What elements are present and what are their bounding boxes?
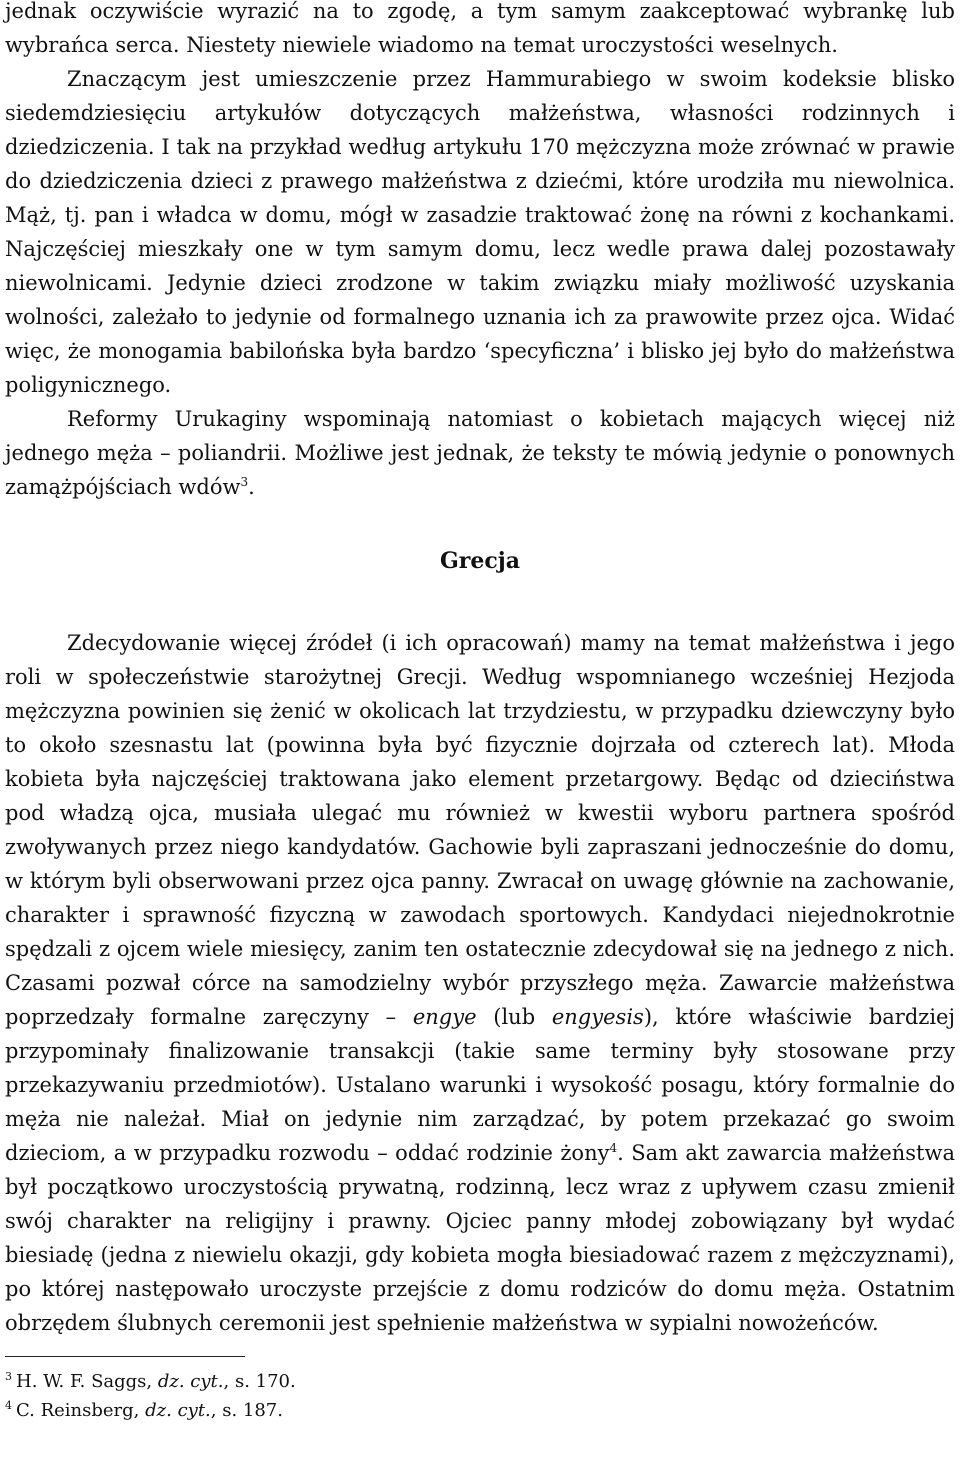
footnote-cite: dz. cyt. xyxy=(157,1371,224,1392)
term-engye: engye xyxy=(412,1005,477,1029)
footnote-number: 3 xyxy=(5,1370,12,1383)
paragraph-continued: jednak oczywiście wyrazić na to zgodę, a tym samym zaakceptować wybrankę lub wybrańca serca. Niestety niewiele wiadomo na temat uroczystości weselnych. xyxy=(5,0,955,57)
greece-text-2: (lub xyxy=(476,1005,552,1029)
footnote-separator xyxy=(5,1356,245,1357)
paragraph-urukagina xyxy=(5,402,955,504)
footnote-author: H. W. F. Saggs, xyxy=(16,1371,158,1392)
footnote-page: , s. 187. xyxy=(210,1400,283,1421)
footnote-page: , s. 170. xyxy=(223,1371,296,1392)
paragraph-urukagina-text: Reformy Urukaginy wspominają natomiast o kobietach mających więcej niż jednego męża – poliandrii. Możliwe jest jednak, że teksty te mówią jedynie o ponownych zamążpójściach wdów xyxy=(5,407,955,499)
term-engyesis: engyesis xyxy=(551,1005,644,1029)
footnote-author: C. Reinsberg, xyxy=(16,1400,146,1421)
greece-text-3: ), które właściwie bardziej przypominały finalizowanie transakcji (takie same terminy były stosowane przy przekazywaniu przedmiotów). Ustalano warunki i wysokość posagu, który formalnie do męża nie należał. Miał on jedynie nim zarządzać, by potem przekazać go swoim dzieciom, a w przypadku rozwodu – oddać rodzinie żony xyxy=(5,1005,955,1165)
footnotes xyxy=(5,1367,955,1425)
body-text-greece xyxy=(5,626,955,1340)
greece-text-1: Zdecydowanie więcej źródeł (i ich opracowań) mamy na temat małżeństwa i jego roli w społeczeństwie starożytnej Grecji. Według wspomnianego wcześniej Hezjoda mężczyzna powinien się żenić w okolicach lat trzydziestu, w przypadku dziewczyny było to około szesnastu lat (powinna była być fizycznie dojrzała od czterech lat). Młoda kobieta była najczęściej traktowana jako element przetargowy. Będąc od dzieciństwa pod władzą ojca, musiała ulegać mu również w kwestii wyboru partnera spośród zwoływanych przez niego kandydatów. Gachowie byli zapraszani jednocześnie do domu, w którym byli obserwowani przez ojca panny. Zwracał on uwagę głównie na zachowanie, charakter i sprawność fizyczną w zawodach sportowych. Kandydaci niejednokrotnie spędzali z ojcem wiele miesięcy, zanim ten ostatecznie zdecydował się na jednego z nich. Czasami pozwał córce na samodzielny wybór przyszłego męża. Zawarcie małżeństwa poprzedzały formalne zaręczyny – xyxy=(5,631,955,1029)
paragraph-urukagina-end: . xyxy=(248,475,255,499)
body-text-top xyxy=(5,0,955,504)
section-heading: Grecja xyxy=(440,548,520,574)
footnote-cite: dz. cyt. xyxy=(145,1400,211,1421)
footnote-ref-4[interactable]: 4 xyxy=(609,1141,618,1155)
paragraph-greece xyxy=(5,626,955,1340)
paragraph-hammurabi: Znaczącym jest umieszczenie przez Hammurabiego w swoim kodeksie blisko siedemdziesięciu artykułów dotyczących małżeństwa, własności rodzinnych i dziedziczenia. I tak na przykład według artykułu 170 mężczyzna może zrównać w prawie do dziedziczenia dzieci z prawego małżeństwa z dziećmi, które urodziła mu niewolnica. Mąż, tj. pan i władca w domu, mógł w zasadzie traktować żonę na równi z kochankami. Najczęściej mieszkały one w tym samym domu, lecz wedle prawa dalej pozostawały niewolnicami. Jedynie dzieci zrodzone w takim związku miały możliwość uzyskania wolności, zależało to jedynie od formalnego uznania ich za prawowite przez ojca. Widać więc, że monogamia babilońska była bardzo ‘specyficzna’ i blisko jej było do małżeństwa poligynicznego. xyxy=(5,67,955,397)
footnote-4 xyxy=(5,1396,955,1425)
footnote-number: 4 xyxy=(5,1399,12,1412)
footnote-3 xyxy=(5,1367,955,1396)
greece-text-4: . Sam akt zawarcia małżeństwa był początkowo uroczystością prywatną, rodzinną, lecz wraz z upływem czasu zmienił swój charakter na religijny i prawny. Ojciec panny młodej zobowiązany był wydać biesiadę (jedna z niewielu okazji, gdy kobieta mogła biesiadować razem z mężczyznami), po której następowało uroczyste przejście z domu rodziców do domu męża. Ostatnim obrzędem ślubnych ceremonii jest spełnienie małżeństwa w sypialni nowożeńców. xyxy=(5,1141,955,1335)
footnote-ref-3[interactable]: 3 xyxy=(240,475,249,489)
